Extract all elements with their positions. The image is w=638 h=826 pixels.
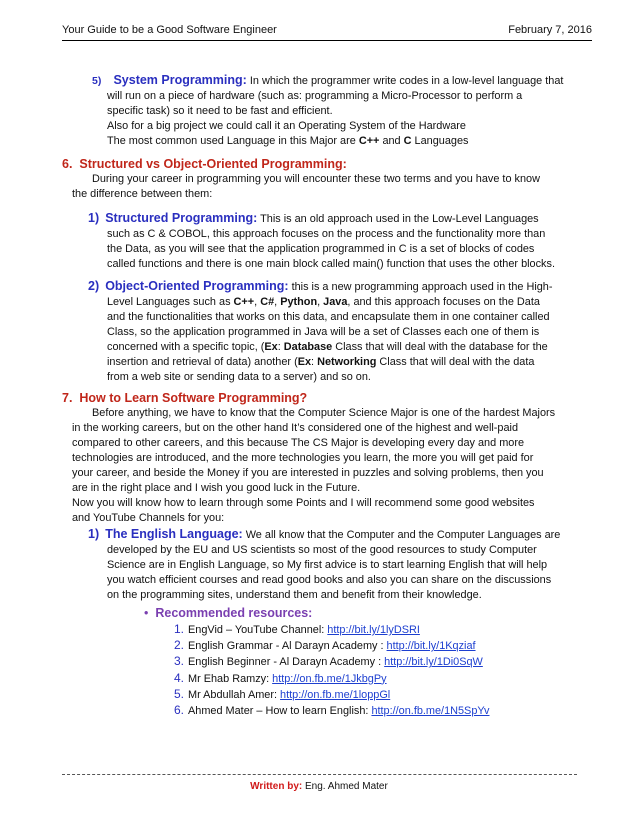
item-text: Mr Abdullah Amer: xyxy=(188,688,281,701)
s5-line: will run on a piece of hardware (such as: programming a Micro-Processor to perform a xyxy=(107,90,523,102)
s5-c: C xyxy=(403,135,412,147)
text-line: Before anything, we have to know that the Computer Science Major is one of the hardest Majors xyxy=(92,407,556,419)
item-number: 5. xyxy=(174,686,185,701)
text-line: insertion and retrieval of data) another ( xyxy=(107,356,298,368)
text-line: We all know that the Computer and the Computer Languages are xyxy=(242,529,561,541)
item-number: 3. xyxy=(174,654,185,669)
text-line: , and this approach focuses on the Data xyxy=(347,296,540,308)
database-term: Database xyxy=(283,341,333,353)
resource-link[interactable]: http://on.fb.me/1N5SpYv xyxy=(371,705,490,718)
text-line: this is a new programming approach used in the High- xyxy=(288,281,553,293)
s5-line: In which the programmer write codes in a low-level language that xyxy=(246,75,564,87)
s6-number: 6. xyxy=(62,157,73,171)
lang-csharp: C# xyxy=(260,296,275,308)
ex-label: Ex xyxy=(264,341,278,353)
item-number: 1. xyxy=(174,622,185,636)
text-line: such as C & COBOL, this approach focuses on the process and the functionality more than xyxy=(107,228,546,240)
s5-cpp: C++ xyxy=(358,135,380,147)
text-line: Class that will deal with the data xyxy=(376,356,535,368)
footer-author: Eng. Ahmed Mater xyxy=(302,781,388,792)
s7-number: 7. xyxy=(62,391,73,405)
footer-label: Written by: xyxy=(250,781,303,792)
item-text: Mr Ehab Ramzy: xyxy=(188,672,273,685)
text-line: you watch efficient courses and read good books and also you can share on the discussions xyxy=(107,574,552,586)
bullet-icon: • xyxy=(144,606,149,620)
s5-line: specific task) so it need to be fast and efficient. xyxy=(107,105,333,117)
s5-tail: Languages xyxy=(411,135,469,147)
text-line: from a web site or sending data to a server) and so on. xyxy=(107,371,371,383)
ex-label: Ex xyxy=(297,356,312,368)
s7-p1-number: 1) xyxy=(88,527,100,541)
list-item xyxy=(174,638,490,654)
item-number: 6. xyxy=(174,703,185,718)
list-item xyxy=(174,671,490,687)
text-line: Science are in English Language, so My first advice is to start learning English that will help xyxy=(107,559,548,571)
item-number: 2. xyxy=(174,638,185,653)
text-line: Class that will deal with the database for the xyxy=(332,341,548,353)
resource-link[interactable]: http://on.fb.me/1JkbgPy xyxy=(272,672,387,685)
s5-line: The most common used Language in this Major are xyxy=(107,135,359,147)
text-line: technologies are introduced, and the more technologies you learn, the more you will get paid for xyxy=(72,452,534,464)
s6-p2-title: Object-Oriented Programming: xyxy=(105,279,289,293)
sep: : xyxy=(311,356,318,368)
lang-java: Java xyxy=(323,296,348,308)
sep: , xyxy=(317,296,324,308)
sep: , xyxy=(274,296,281,308)
section-5 xyxy=(92,72,592,149)
text-line: the Data, as you will see that the application programmed in C is a set of blocks of codes xyxy=(107,243,535,255)
page-header xyxy=(62,22,592,41)
s6-point-1 xyxy=(88,210,593,272)
header-title: Your Guide to be a Good Software Engineer xyxy=(62,24,277,36)
resources-list xyxy=(174,622,490,719)
text-line: This is an old approach used in the Low-Level Languages xyxy=(257,213,539,225)
text-line: are in the right place and I wish you good luck in the Future. xyxy=(72,482,361,494)
item-text: English Grammar - Al Darayn Academy : xyxy=(188,640,387,653)
lang-cpp: C++ xyxy=(233,296,255,308)
s6-p1-title: Structured Programming: xyxy=(105,211,258,225)
text-line: compared to other careers, and this because The CS Major is developing every day and more xyxy=(72,437,525,449)
s6-p1-number: 1) xyxy=(88,211,100,225)
text-line: Now you will know how to learn through some Points and I will recommend some good websites xyxy=(72,497,535,509)
s6-intro: the difference between them: xyxy=(72,188,213,200)
s5-and: and xyxy=(379,135,404,147)
text-line: called functions and there is one main block called main() function that uses the other blocks. xyxy=(107,258,555,270)
s6-point-2 xyxy=(88,278,593,385)
text-line: on the programming sites, understand them and benefit from their knowledge. xyxy=(107,589,482,601)
section-6 xyxy=(62,156,592,202)
sep: : xyxy=(277,341,284,353)
bullet-label: Recommended resources: xyxy=(155,606,313,620)
item-text: Ahmed Mater – How to learn English: xyxy=(188,705,372,718)
page-footer xyxy=(0,781,638,792)
lang-python: Python xyxy=(280,296,318,308)
header-date: February 7, 2016 xyxy=(508,24,592,36)
s7-point-1 xyxy=(88,526,593,603)
list-item xyxy=(174,654,490,670)
footer-divider xyxy=(62,774,577,775)
section-7 xyxy=(62,390,592,526)
text-line: Level Languages such as xyxy=(107,296,234,308)
resource-link[interactable]: http://on.fb.me/1loppGl xyxy=(280,688,391,701)
s7-title: How to Learn Software Programming? xyxy=(79,391,308,405)
text-line: your career, and beside the Money if you are interested in puzzles and solving problems, then you xyxy=(72,467,544,479)
resource-link[interactable]: http://bit.ly/1Kqziaf xyxy=(386,640,476,653)
text-line: in the working careers, but on the other hand It’s considered one of the highest and well-paid xyxy=(72,422,518,434)
text-line: and the functionalities that works on this data, and encapsulate them in one container called xyxy=(107,311,550,323)
resource-link[interactable]: http://bit.ly/1Di0SqW xyxy=(384,656,483,669)
s6-p2-number: 2) xyxy=(88,279,100,293)
s5-number: 5) xyxy=(92,75,102,87)
item-number: 4. xyxy=(174,670,185,685)
resource-link[interactable]: http://bit.ly/1lyDSRI xyxy=(327,624,420,636)
item-text: English Beginner - Al Darayn Academy : xyxy=(188,656,385,669)
list-item xyxy=(174,703,490,719)
s5-title: System Programming: xyxy=(113,73,247,87)
sep: , xyxy=(254,296,261,308)
list-item xyxy=(174,687,490,703)
item-text: EngVid – YouTube Channel: xyxy=(188,624,328,636)
text-line: and YouTube Channels for you: xyxy=(72,512,225,524)
list-item xyxy=(174,622,490,638)
text-line: Class, so the application programmed in Java will be a set of Classes each one of them is xyxy=(107,326,540,338)
s5-line: Also for a big project we could call it an Operating System of the Hardware xyxy=(107,120,466,132)
text-line: developed by the EU and US scientists so most of the good resources to study Computer xyxy=(107,544,537,556)
recommended-resources-heading xyxy=(144,606,312,620)
s7-p1-title: The English Language: xyxy=(105,527,243,541)
s6-title: Structured vs Object-Oriented Programming: xyxy=(79,157,347,171)
networking-term: Networking xyxy=(317,356,377,368)
s6-intro: During your career in programming you will encounter these two terms and you have to know xyxy=(92,173,540,185)
text-line: concerned with a specific topic, ( xyxy=(107,341,265,353)
